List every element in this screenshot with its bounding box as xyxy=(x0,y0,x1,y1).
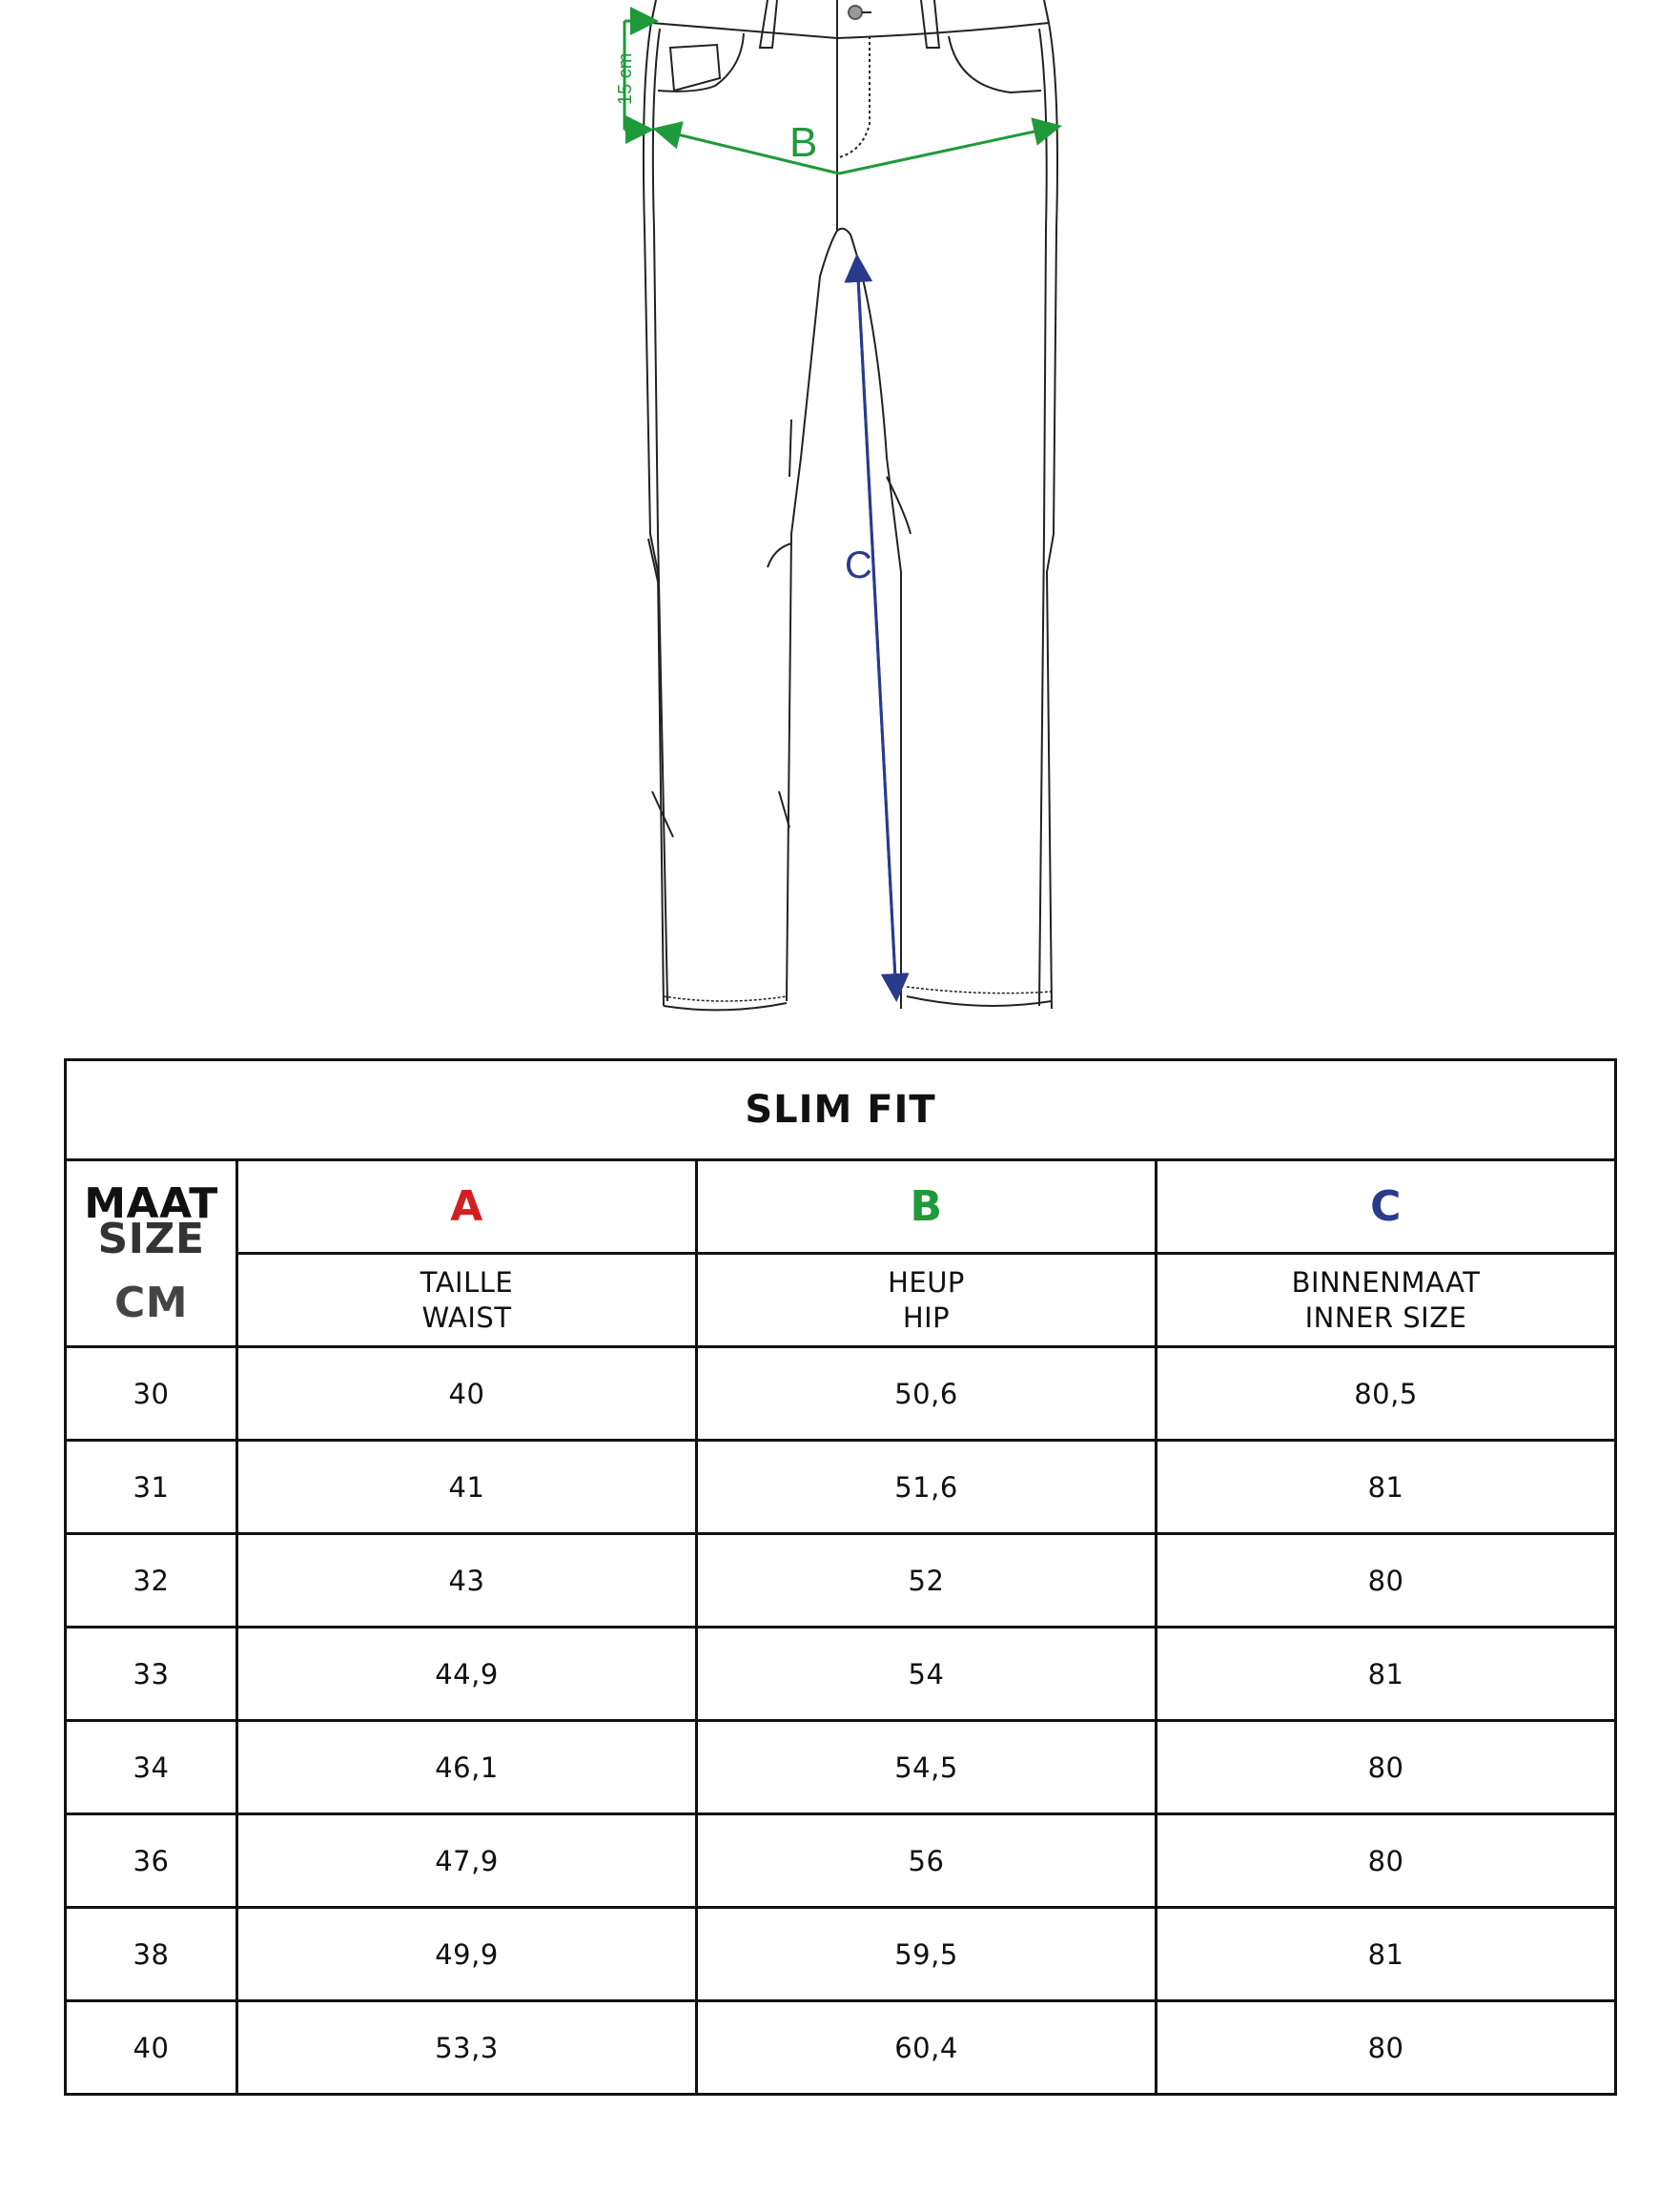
pants-diagram xyxy=(0,0,1659,1039)
table-row xyxy=(66,1908,1616,2001)
size-chart-table xyxy=(64,1058,1617,2096)
hip-marker-label: B xyxy=(789,119,818,166)
measure-label-row xyxy=(66,1254,1616,1347)
cell-hip: 54,5 xyxy=(697,1721,1157,1814)
table-row xyxy=(66,1534,1616,1628)
cell-hip: 60,4 xyxy=(697,2001,1157,2095)
waist-offset-label: 15 cm xyxy=(615,52,636,105)
cell-waist: 53,3 xyxy=(237,2001,697,2095)
cell-size: 38 xyxy=(66,1908,237,2001)
cell-hip: 54 xyxy=(697,1628,1157,1721)
size-header-unit: CM xyxy=(113,1279,189,1327)
label-nl: HEUP xyxy=(888,1265,965,1299)
column-label-hip xyxy=(697,1254,1157,1347)
column-label-inner xyxy=(1157,1254,1616,1347)
size-rows xyxy=(66,1347,1616,2095)
cell-size: 36 xyxy=(66,1814,237,1908)
table-title-row xyxy=(66,1060,1616,1160)
cell-hip: 56 xyxy=(697,1814,1157,1908)
cell-waist: 40 xyxy=(237,1347,697,1441)
table-row xyxy=(66,1814,1616,1908)
cell-inner: 81 xyxy=(1157,1441,1616,1534)
cell-inner: 80 xyxy=(1157,2001,1616,2095)
cell-hip: 51,6 xyxy=(697,1441,1157,1534)
column-letter-a: A xyxy=(237,1160,697,1254)
cell-inner: 80 xyxy=(1157,1814,1616,1908)
cell-size: 31 xyxy=(66,1441,237,1534)
size-header-en: SIZE xyxy=(97,1215,205,1263)
cell-inner: 80,5 xyxy=(1157,1347,1616,1441)
table-title: SLIM FIT xyxy=(66,1060,1616,1160)
cell-inner: 81 xyxy=(1157,1628,1616,1721)
hip-measure-arrow xyxy=(658,127,1056,174)
table-row xyxy=(66,1347,1616,1441)
cell-size: 33 xyxy=(66,1628,237,1721)
size-header-nl: MAAT xyxy=(84,1179,218,1228)
label-en: INNER SIZE xyxy=(1304,1301,1467,1334)
table-row xyxy=(66,1721,1616,1814)
cell-hip: 50,6 xyxy=(697,1347,1157,1441)
label-nl: BINNENMAAT xyxy=(1291,1265,1481,1299)
cell-size: 34 xyxy=(66,1721,237,1814)
cell-size: 30 xyxy=(66,1347,237,1441)
cell-inner: 81 xyxy=(1157,1908,1616,2001)
cell-inner: 80 xyxy=(1157,1534,1616,1628)
table-row xyxy=(66,1628,1616,1721)
size-header-cell xyxy=(66,1160,237,1347)
table-row xyxy=(66,1441,1616,1534)
cell-size: 40 xyxy=(66,2001,237,2095)
cell-inner: 80 xyxy=(1157,1721,1616,1814)
cell-waist: 47,9 xyxy=(237,1814,697,1908)
cell-waist: 43 xyxy=(237,1534,697,1628)
pants-outline xyxy=(644,0,1057,1010)
label-en: WAIST xyxy=(421,1301,512,1334)
inseam-marker-label: C xyxy=(845,544,872,586)
cell-hip: 59,5 xyxy=(697,1908,1157,2001)
cell-size: 32 xyxy=(66,1534,237,1628)
label-nl: TAILLE xyxy=(420,1265,514,1299)
table-row xyxy=(66,2001,1616,2095)
cell-waist: 41 xyxy=(237,1441,697,1534)
column-letter-b: B xyxy=(697,1160,1157,1254)
inseam-measure-arrow xyxy=(857,259,896,996)
column-letter-c: C xyxy=(1157,1160,1616,1254)
column-label-waist xyxy=(237,1254,697,1347)
cell-waist: 46,1 xyxy=(237,1721,697,1814)
cell-waist: 49,9 xyxy=(237,1908,697,2001)
cell-waist: 44,9 xyxy=(237,1628,697,1721)
measure-letter-row xyxy=(66,1160,1616,1254)
label-en: HIP xyxy=(902,1301,951,1334)
cell-hip: 52 xyxy=(697,1534,1157,1628)
